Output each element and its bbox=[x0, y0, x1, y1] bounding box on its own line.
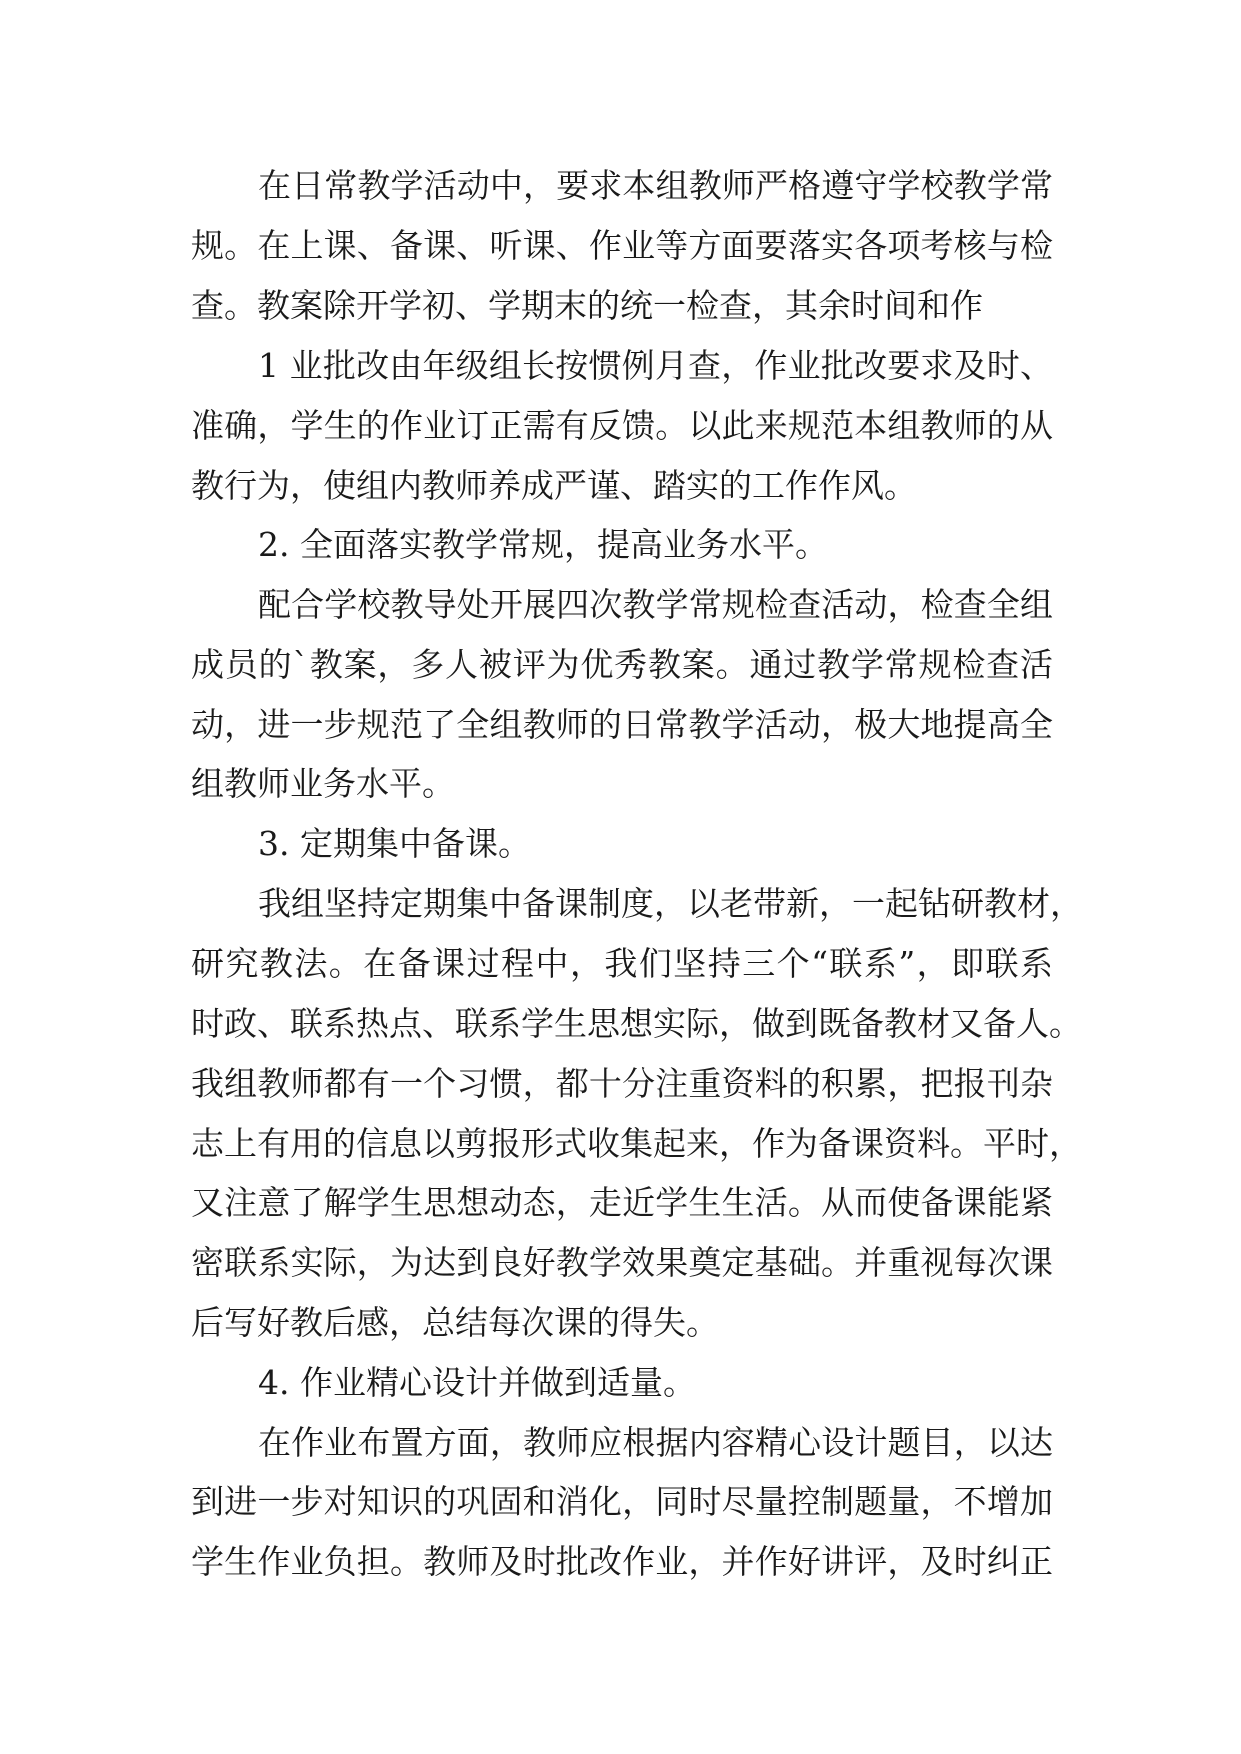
text-line: 在作业布置方面，教师应根据内容精心设计题目，以达 bbox=[258, 1423, 1053, 1462]
text-line: 准确，学生的作业订正需有反馈。以此来规范本组教师的从 bbox=[191, 406, 1053, 445]
text-line: 志上有用的信息以剪报形式收集起来，作为备课资料。平时， bbox=[191, 1124, 1082, 1163]
text-line: 动，进一步规范了全组教师的日常教学活动，极大地提高全 bbox=[191, 705, 1053, 744]
text-line: 1 业批改由年级组长按惯例月查，作业批改要求及时、 bbox=[258, 346, 1053, 385]
text-line: 教行为，使组内教师养成严谨、踏实的工作作风。 bbox=[191, 466, 917, 505]
section-heading: 2. 全面落实教学常规，提高业务水平。 bbox=[258, 525, 828, 564]
text-line: 又注意了解学生思想动态，走近学生生活。从而使备课能紧 bbox=[191, 1183, 1053, 1222]
text-line: 配合学校教导处开展四次教学常规检查活动，检查全组 bbox=[258, 585, 1053, 624]
text-line: 在日常教学活动中，要求本组教师严格遵守学校教学常 bbox=[258, 166, 1053, 205]
text-line: 我组教师都有一个习惯，都十分注重资料的积累，把报刊杂 bbox=[191, 1064, 1053, 1103]
text-line: 组教师业务水平。 bbox=[191, 764, 455, 803]
text-line: 学生作业负担。教师及时批改作业，并作好讲评，及时纠正 bbox=[191, 1542, 1053, 1581]
text-line: 到进一步对知识的巩固和消化，同时尽量控制题量，不增加 bbox=[191, 1482, 1053, 1521]
text-line: 查。教案除开学初、学期末的统一检查，其余时间和作 bbox=[191, 286, 983, 325]
text-line: 规。在上课、备课、听课、作业等方面要落实各项考核与检 bbox=[191, 226, 1053, 265]
section-heading: 3. 定期集中备课。 bbox=[258, 824, 531, 863]
text-line: 密联系实际，为达到良好教学效果奠定基础。并重视每次课 bbox=[191, 1243, 1053, 1282]
text-line: 成员的`教案，多人被评为优秀教案。通过教学常规检查活 bbox=[191, 645, 1053, 684]
text-line: 时政、联系热点、联系学生思想实际，做到既备教材又备人。 bbox=[191, 1004, 1082, 1043]
section-heading: 4. 作业精心设计并做到适量。 bbox=[258, 1363, 696, 1402]
text-line: 研究教法。在备课过程中，我们坚持三个“联系”，即联系 bbox=[191, 944, 1053, 983]
text-line: 我组坚持定期集中备课制度，以老带新，一起钻研教材， bbox=[258, 884, 1083, 923]
text-line: 后写好教后感，总结每次课的得失。 bbox=[191, 1303, 719, 1342]
